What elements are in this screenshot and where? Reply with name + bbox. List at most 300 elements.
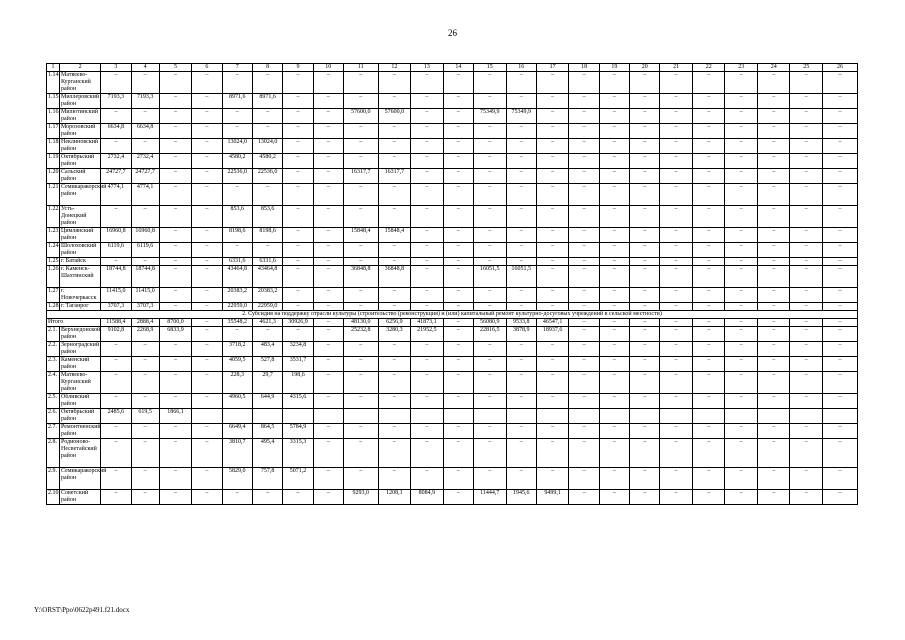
value-cell: –: [378, 124, 411, 139]
total-value: 2888,4: [131, 319, 159, 327]
value-cell: –: [378, 342, 411, 357]
value-cell: –: [283, 154, 313, 169]
row-number: 1.27.: [47, 288, 60, 303]
value-cell: [192, 409, 222, 424]
value-cell: –: [443, 439, 473, 468]
value-cell: –: [599, 424, 629, 439]
value-cell: –: [536, 424, 569, 439]
value-cell: 757,8: [252, 468, 282, 490]
value-cell: –: [569, 94, 599, 109]
value-cell: –: [536, 184, 569, 206]
value-cell: –: [630, 258, 660, 266]
value-cell: –: [725, 288, 758, 303]
value-cell: –: [823, 394, 858, 409]
value-cell: –: [443, 468, 473, 490]
value-cell: –: [131, 424, 159, 439]
value-cell: –: [378, 206, 411, 228]
value-cell: 4059,5: [222, 357, 252, 372]
value-cell: –: [192, 109, 222, 124]
value-cell: –: [131, 109, 159, 124]
value-cell: –: [823, 266, 858, 288]
value-cell: –: [378, 303, 411, 311]
value-cell: –: [443, 139, 473, 154]
value-cell: –: [474, 303, 507, 311]
value-cell: –: [159, 424, 192, 439]
value-cell: –: [283, 327, 313, 342]
value-cell: –: [101, 342, 131, 357]
value-cell: –: [159, 184, 192, 206]
value-cell: –: [599, 154, 629, 169]
value-cell: –: [443, 109, 473, 124]
value-cell: –: [536, 94, 569, 109]
value-cell: –: [252, 243, 282, 258]
value-cell: –: [131, 439, 159, 468]
value-cell: 4580,2: [252, 154, 282, 169]
value-cell: –: [692, 154, 725, 169]
column-number: 5: [159, 64, 192, 72]
value-cell: –: [443, 394, 473, 409]
value-cell: –: [660, 228, 693, 243]
row-number: 1.18.: [47, 139, 60, 154]
value-cell: –: [692, 72, 725, 94]
value-cell: –: [506, 94, 536, 109]
value-cell: –: [443, 169, 473, 184]
value-cell: –: [630, 72, 660, 94]
value-cell: –: [192, 468, 222, 490]
value-cell: –: [159, 258, 192, 266]
value-cell: –: [506, 372, 536, 394]
value-cell: –: [192, 342, 222, 357]
district-name: Каменский район: [60, 357, 101, 372]
value-cell: 619,5: [131, 409, 159, 424]
value-cell: –: [823, 154, 858, 169]
value-cell: [443, 409, 473, 424]
value-cell: –: [569, 228, 599, 243]
value-cell: –: [660, 372, 693, 394]
column-number: 16: [506, 64, 536, 72]
value-cell: –: [343, 94, 378, 109]
value-cell: –: [159, 206, 192, 228]
value-cell: –: [192, 243, 222, 258]
value-cell: –: [378, 258, 411, 266]
value-cell: –: [506, 357, 536, 372]
value-cell: –: [474, 372, 507, 394]
value-cell: –: [725, 327, 758, 342]
value-cell: –: [411, 124, 444, 139]
value-cell: [630, 409, 660, 424]
value-cell: –: [283, 303, 313, 311]
value-cell: –: [192, 327, 222, 342]
table-row: [47, 409, 858, 424]
value-cell: –: [313, 206, 343, 228]
value-cell: –: [725, 72, 758, 94]
value-cell: –: [131, 490, 159, 505]
value-cell: –: [506, 424, 536, 439]
page-number: 26: [448, 28, 457, 38]
value-cell: –: [536, 206, 569, 228]
value-cell: –: [378, 357, 411, 372]
value-cell: –: [378, 439, 411, 468]
value-cell: –: [790, 72, 823, 94]
value-cell: –: [252, 72, 282, 94]
value-cell: –: [660, 72, 693, 94]
value-cell: –: [283, 228, 313, 243]
value-cell: –: [823, 490, 858, 505]
value-cell: [343, 409, 378, 424]
value-cell: [313, 409, 343, 424]
value-cell: –: [660, 109, 693, 124]
value-cell: –: [159, 288, 192, 303]
value-cell: –: [343, 124, 378, 139]
district-name: Сальский район: [60, 169, 101, 184]
value-cell: 11444,7: [474, 490, 507, 505]
value-cell: –: [443, 342, 473, 357]
value-cell: –: [313, 303, 343, 311]
column-number: 2: [60, 64, 101, 72]
value-cell: –: [692, 468, 725, 490]
value-cell: –: [159, 94, 192, 109]
value-cell: –: [313, 490, 343, 505]
value-cell: –: [569, 109, 599, 124]
value-cell: –: [823, 243, 858, 258]
column-number: 11: [343, 64, 378, 72]
value-cell: –: [252, 184, 282, 206]
value-cell: –: [313, 228, 343, 243]
value-cell: –: [599, 468, 629, 490]
value-cell: –: [790, 258, 823, 266]
value-cell: 483,4: [252, 342, 282, 357]
value-cell: –: [411, 342, 444, 357]
value-cell: –: [474, 342, 507, 357]
footer-file-path: Y:\ORST\Ppo\0622p491.f21.docx: [34, 606, 130, 614]
value-cell: 16317,7: [343, 169, 378, 184]
value-cell: –: [252, 490, 282, 505]
value-cell: –: [790, 124, 823, 139]
row-number: 2.4.: [47, 372, 60, 394]
value-cell: –: [506, 206, 536, 228]
value-cell: –: [378, 184, 411, 206]
column-number: 3: [101, 64, 131, 72]
value-cell: –: [660, 94, 693, 109]
value-cell: –: [692, 94, 725, 109]
value-cell: –: [630, 372, 660, 394]
value-cell: –: [283, 266, 313, 288]
value-cell: –: [757, 228, 790, 243]
value-cell: –: [159, 154, 192, 169]
value-cell: –: [536, 228, 569, 243]
value-cell: –: [506, 394, 536, 409]
value-cell: 24727,7: [131, 169, 159, 184]
value-cell: –: [192, 184, 222, 206]
district-name: Миллеровский район: [61, 94, 99, 107]
column-number: 17: [536, 64, 569, 72]
value-cell: –: [101, 206, 131, 228]
value-cell: 75349,9: [474, 109, 507, 124]
value-cell: 3234,8: [283, 342, 313, 357]
value-cell: 57600,0: [343, 109, 378, 124]
value-cell: –: [411, 468, 444, 490]
value-cell: –: [443, 372, 473, 394]
column-number: 26: [823, 64, 858, 72]
value-cell: 3280,3: [378, 327, 411, 342]
value-cell: –: [757, 139, 790, 154]
value-cell: –: [725, 490, 758, 505]
value-cell: –: [599, 490, 629, 505]
value-cell: –: [660, 124, 693, 139]
total-value: –: [790, 319, 823, 327]
value-cell: 20383,2: [252, 288, 282, 303]
value-cell: –: [192, 357, 222, 372]
value-cell: –: [131, 72, 159, 94]
value-cell: –: [599, 439, 629, 468]
value-cell: –: [757, 124, 790, 139]
value-cell: –: [692, 228, 725, 243]
value-cell: –: [599, 169, 629, 184]
district-name: г. Новочеркасск: [60, 288, 101, 303]
district-name: Ремонтненский район: [61, 424, 101, 437]
value-cell: –: [692, 327, 725, 342]
value-cell: –: [757, 206, 790, 228]
value-cell: –: [222, 109, 252, 124]
value-cell: –: [823, 184, 858, 206]
value-cell: –: [660, 357, 693, 372]
value-cell: –: [313, 468, 343, 490]
value-cell: 16051,5: [506, 266, 536, 288]
district-name: Верхнедонской район: [61, 327, 101, 340]
value-cell: –: [192, 258, 222, 266]
value-cell: –: [790, 424, 823, 439]
value-cell: –: [599, 72, 629, 94]
value-cell: –: [411, 372, 444, 394]
district-name: Матвеево-Курганский район: [60, 372, 101, 394]
value-cell: –: [790, 357, 823, 372]
value-cell: –: [411, 243, 444, 258]
district-name: Семикаракорский район: [60, 468, 101, 490]
value-cell: 2732,4: [101, 154, 131, 169]
value-cell: –: [313, 72, 343, 94]
value-cell: –: [536, 468, 569, 490]
column-number: 23: [725, 64, 758, 72]
value-cell: –: [599, 184, 629, 206]
value-cell: –: [313, 258, 343, 266]
value-cell: [757, 409, 790, 424]
value-cell: –: [313, 169, 343, 184]
value-cell: –: [131, 357, 159, 372]
table-row: [47, 327, 858, 342]
value-cell: –: [313, 288, 343, 303]
value-cell: –: [536, 243, 569, 258]
value-cell: –: [343, 303, 378, 311]
value-cell: [569, 409, 599, 424]
value-cell: –: [660, 139, 693, 154]
value-cell: –: [411, 266, 444, 288]
total-value: –: [569, 319, 599, 327]
value-cell: –: [790, 169, 823, 184]
value-cell: –: [101, 372, 131, 394]
value-cell: –: [536, 266, 569, 288]
value-cell: –: [536, 139, 569, 154]
value-cell: –: [343, 184, 378, 206]
value-cell: 16051,5: [474, 266, 507, 288]
value-cell: –: [823, 139, 858, 154]
value-cell: –: [823, 342, 858, 357]
value-cell: –: [757, 357, 790, 372]
value-cell: 15848,4: [343, 228, 378, 243]
value-cell: –: [131, 372, 159, 394]
value-cell: –: [378, 94, 411, 109]
value-cell: –: [757, 258, 790, 266]
value-cell: 5071,2: [283, 468, 313, 490]
district-name: г. Батайск: [60, 258, 101, 266]
value-cell: –: [823, 357, 858, 372]
value-cell: –: [252, 124, 282, 139]
column-number: 18: [569, 64, 599, 72]
value-cell: –: [757, 490, 790, 505]
value-cell: –: [443, 288, 473, 303]
value-cell: –: [630, 357, 660, 372]
value-cell: –: [101, 490, 131, 505]
total-value: –: [725, 319, 758, 327]
row-number: 1.14.: [47, 72, 60, 94]
value-cell: –: [630, 94, 660, 109]
row-number: 1.15.: [47, 94, 60, 109]
value-cell: –: [378, 72, 411, 94]
value-cell: –: [692, 258, 725, 266]
column-number: 13: [411, 64, 444, 72]
value-cell: –: [692, 394, 725, 409]
value-cell: –: [101, 468, 131, 490]
value-cell: –: [474, 468, 507, 490]
value-cell: –: [506, 468, 536, 490]
value-cell: –: [660, 206, 693, 228]
section-title-row: [47, 311, 858, 319]
value-cell: 9102,8: [101, 327, 131, 342]
table-row: [47, 94, 858, 109]
value-cell: –: [443, 303, 473, 311]
value-cell: –: [630, 327, 660, 342]
total-value: –: [599, 319, 629, 327]
district-name: Октябрьский район: [60, 154, 101, 169]
value-cell: –: [823, 424, 858, 439]
value-cell: 2732,4: [131, 154, 159, 169]
row-number: 2.9.: [47, 468, 60, 490]
budget-table: [46, 63, 858, 505]
value-cell: –: [725, 357, 758, 372]
value-cell: –: [443, 154, 473, 169]
value-cell: –: [692, 139, 725, 154]
table-row: [47, 139, 858, 154]
value-cell: –: [823, 206, 858, 228]
value-cell: –: [192, 439, 222, 468]
value-cell: 22959,0: [252, 303, 282, 311]
value-cell: –: [599, 288, 629, 303]
value-cell: –: [474, 124, 507, 139]
value-cell: [222, 409, 252, 424]
value-cell: –: [536, 342, 569, 357]
value-cell: –: [378, 154, 411, 169]
value-cell: –: [313, 154, 343, 169]
value-cell: –: [101, 139, 131, 154]
value-cell: –: [222, 72, 252, 94]
row-number: 1.28.: [48, 303, 60, 309]
value-cell: –: [725, 109, 758, 124]
table-row: [47, 206, 858, 228]
value-cell: –: [443, 258, 473, 266]
value-cell: –: [159, 124, 192, 139]
value-cell: –: [506, 243, 536, 258]
value-cell: –: [660, 258, 693, 266]
value-cell: –: [411, 184, 444, 206]
value-cell: 8971,6: [222, 94, 252, 109]
value-cell: –: [343, 258, 378, 266]
value-cell: –: [159, 243, 192, 258]
value-cell: 57600,0: [378, 109, 411, 124]
value-cell: –: [757, 424, 790, 439]
value-cell: –: [192, 228, 222, 243]
value-cell: –: [411, 228, 444, 243]
column-number: 7: [222, 64, 252, 72]
total-value: 4621,3: [252, 319, 282, 327]
value-cell: –: [569, 394, 599, 409]
value-cell: –: [790, 468, 823, 490]
value-cell: –: [790, 94, 823, 109]
value-cell: –: [101, 258, 131, 266]
value-cell: 2485,6: [101, 409, 131, 424]
row-number: 1.24.: [47, 243, 60, 258]
value-cell: –: [569, 72, 599, 94]
value-cell: –: [790, 228, 823, 243]
value-cell: –: [343, 394, 378, 409]
value-cell: 9499,1: [536, 490, 569, 505]
value-cell: –: [823, 169, 858, 184]
value-cell: 6649,4: [222, 424, 252, 439]
value-cell: [411, 409, 444, 424]
value-cell: –: [630, 184, 660, 206]
value-cell: –: [378, 243, 411, 258]
value-cell: –: [343, 72, 378, 94]
table-row: [47, 243, 858, 258]
value-cell: –: [313, 139, 343, 154]
value-cell: –: [630, 288, 660, 303]
value-cell: –: [506, 288, 536, 303]
value-cell: –: [506, 184, 536, 206]
value-cell: –: [536, 154, 569, 169]
value-cell: 3707,3: [101, 303, 131, 311]
value-cell: –: [790, 303, 823, 311]
value-cell: –: [192, 266, 222, 288]
value-cell: –: [757, 439, 790, 468]
value-cell: –: [569, 184, 599, 206]
value-cell: 644,9: [252, 394, 282, 409]
total-value: 56080,9: [474, 319, 507, 327]
row-number: 2.1.: [47, 327, 60, 342]
value-cell: 20383,2: [222, 288, 252, 303]
value-cell: –: [474, 258, 507, 266]
value-cell: 8084,9: [411, 490, 444, 505]
value-cell: –: [823, 124, 858, 139]
value-cell: 1208,1: [378, 490, 411, 505]
value-cell: 6119,6: [101, 243, 131, 258]
total-value: 30926,9: [283, 319, 313, 327]
column-number: 6: [192, 64, 222, 72]
value-cell: –: [443, 124, 473, 139]
value-cell: 3315,3: [283, 439, 313, 468]
district-name: Милютинский район: [60, 109, 101, 124]
value-cell: –: [411, 288, 444, 303]
district-name: Шолоховский район: [60, 243, 101, 258]
value-cell: –: [192, 424, 222, 439]
value-cell: –: [599, 124, 629, 139]
